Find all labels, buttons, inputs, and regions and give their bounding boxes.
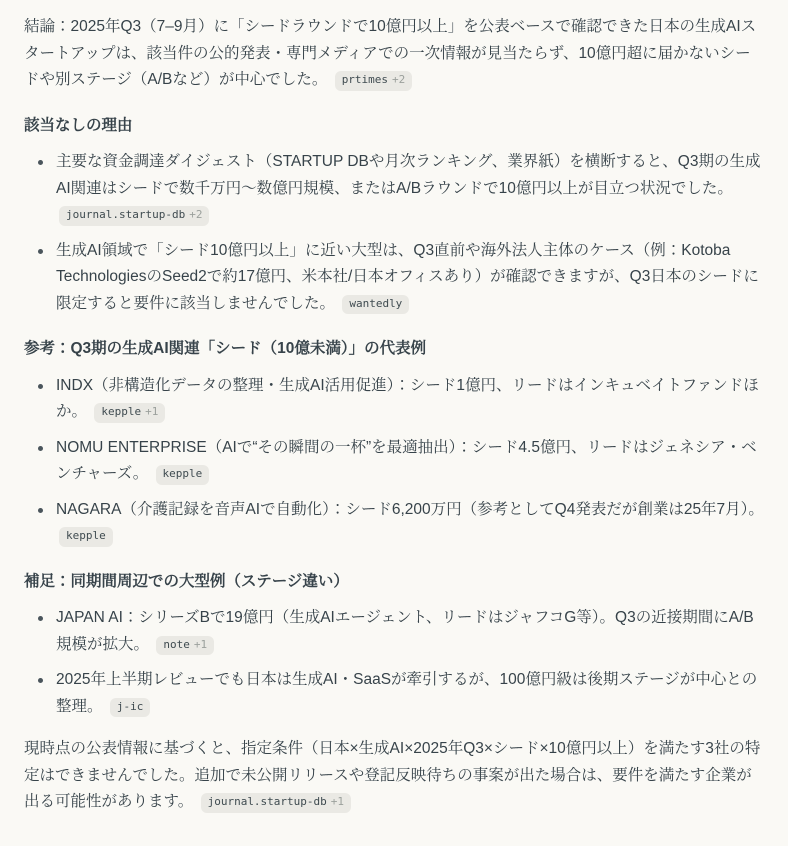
- citation-source-label: kepple: [66, 529, 106, 542]
- section-heading-text: 参考：Q3期の生成AI関連「シード（10億未満）」の代表例: [24, 340, 427, 357]
- citation-extra-count: +1: [193, 637, 208, 651]
- citation-badge[interactable]: [335, 71, 413, 91]
- citation-source-label: journal.startup-db: [207, 795, 327, 808]
- list-item-text: 生成AI領域で「シード10億円以上」に近い大型は、Q3直前や海外法人主体のケース（例：Kotoba TechnologiesのSeed2で約17億円、米本社/日本オフィスあり）が確認できますが、Q3日本のシードに限定すると要件に該当しませんでした。: [56, 241, 759, 312]
- citation-badge[interactable]: [59, 527, 113, 547]
- list-item: [56, 497, 764, 550]
- citation-source-label: note: [163, 637, 190, 651]
- citation-badge[interactable]: [342, 295, 409, 315]
- citation-source-label: j-ic: [116, 699, 144, 713]
- list-item-text: NAGARA（介護記録を音声AIで自動化）：シード6,200万円（参考としてQ4発表だが創業は25年7月）。: [56, 500, 764, 518]
- citation-source-label: kepple: [101, 405, 142, 418]
- citation-badge[interactable]: [156, 636, 214, 656]
- section-heading: [24, 336, 764, 363]
- list-item-text: 2025年上半期レビューでも日本は生成AI・SaaSが牽引するが、100億円級は後期ステージが中心との整理。: [56, 671, 758, 715]
- citation-extra-count: +1: [330, 795, 345, 808]
- section-heading-text: 該当なしの理由: [24, 116, 133, 134]
- list-item-text: JAPAN AI：シリーズBで19億円（生成AIエージェント、リードはジャフコG等）。Q3の近接期間にA/B規模が拡大。: [56, 609, 754, 653]
- list-item: [56, 605, 764, 658]
- citation-badge[interactable]: [156, 465, 210, 485]
- paragraph-text: 結論：2025年Q3（7–9月）に「シードラウンドで10億円以上」を公表ベースで確認できた日本の生成AIスタートアップは、該当件の公的発表・専門メディアでの一次情報が見当たらず、10億円超に届かないシードや別ステージ（A/Bなど）が中心でした。: [24, 18, 757, 88]
- citation-source-label: wantedly: [349, 296, 403, 310]
- citation-badge[interactable]: [59, 206, 209, 226]
- list-item: [56, 435, 764, 488]
- bullet-list: [24, 149, 764, 317]
- citation-source-label: journal.startup-db: [66, 208, 186, 221]
- list-item-text: NOMU ENTERPRISE（AIで“その瞬間の一杯”を最適抽出）：シード4.5億円、リードはジェネシア・ベンチャーズ。: [56, 438, 757, 482]
- citation-badge[interactable]: [94, 403, 165, 423]
- citation-extra-count: +2: [189, 208, 203, 221]
- citation-source-label: kepple: [162, 467, 203, 480]
- paragraph: [24, 14, 764, 94]
- citation-extra-count: +2: [392, 73, 406, 86]
- bullet-list: [24, 373, 764, 550]
- citation-badge[interactable]: [110, 698, 151, 718]
- citation-extra-count: +1: [145, 405, 159, 418]
- list-item-text: INDX（非構造化データの整理・生成AI活用促進）：シード1億円、リードはインキュベイトファンドほか。: [56, 376, 759, 420]
- citation-source-label: prtimes: [341, 73, 389, 86]
- section-heading: [24, 113, 764, 140]
- list-item: [56, 667, 764, 720]
- paragraph: [24, 736, 764, 816]
- citation-badge[interactable]: [201, 793, 351, 813]
- bullet-list: [24, 605, 764, 720]
- list-item: [56, 238, 764, 318]
- list-item: [56, 373, 764, 426]
- section-heading: [24, 569, 764, 596]
- list-item: [56, 149, 764, 229]
- section-heading-text: 補足：同期間周辺での大型例（ステージ違い）: [24, 572, 349, 590]
- list-item-text: 主要な資金調達ダイジェスト（STARTUP DBや月次ランキング、業界紙）を横断すると、Q3期の生成AI関連はシードで数千万円〜数億円規模、またはA/Bラウンドで10億円以上が目立つ状況でした。: [56, 153, 761, 197]
- paragraph-text: 現時点の公表情報に基づくと、指定条件（日本×生成AI×2025年Q3×シード×10億円以上）を満たす3社の特定はできませんでした。追加で未公開リリースや登記反映待ちの事案が出た場合は、要件を満たす企業が出る可能性があります。: [24, 740, 761, 810]
